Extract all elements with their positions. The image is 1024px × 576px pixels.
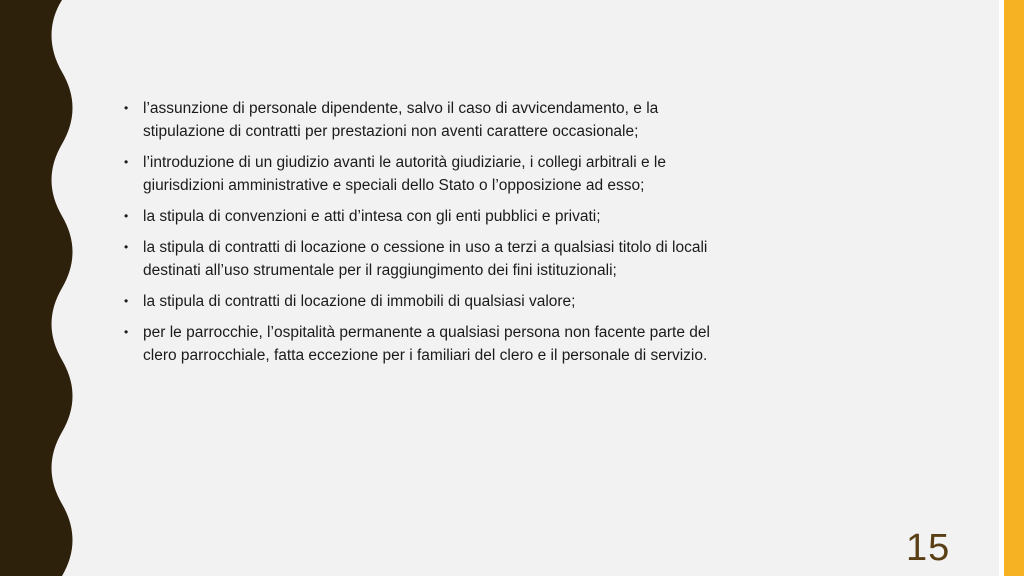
bullet-dot-icon: •	[124, 325, 129, 339]
wave-shape	[0, 0, 73, 576]
bullet-text: la stipula di convenzioni e atti d’intesa con gli enti pubblici e privati;	[143, 208, 601, 225]
bullet-dot-icon: •	[124, 240, 129, 254]
bullet-dot-icon: •	[124, 209, 129, 223]
bullet-item	[124, 205, 724, 228]
bullet-text: per le parrocchie, l’ospitalità permanente a qualsiasi persona non facente parte del clero parrocchiale, fatta eccezione per i familiari del clero e il personale di servizio.	[143, 324, 710, 364]
bullet-text: l’introduzione di un giudizio avanti le autorità giudiziarie, i collegi arbitrali e le giurisdizioni amministrative e speciali dello Stato o l’opposizione ad esso;	[143, 154, 666, 194]
bullet-item	[124, 151, 724, 197]
bullet-item	[124, 97, 724, 143]
bullet-text: l’assunzione di personale dipendente, salvo il caso di avvicendamento, e la stipulazione di contratti per prestazioni non aventi carattere occasionale;	[143, 100, 659, 140]
bullet-dot-icon: •	[124, 155, 129, 169]
bullet-text: la stipula di contratti di locazione o cessione in uso a terzi a qualsiasi titolo di locali destinati all’uso strumentale per il raggiungimento dei fini istituzionali;	[143, 239, 708, 279]
bullet-item	[124, 236, 724, 282]
bullet-item	[124, 321, 724, 367]
bullet-item	[124, 290, 724, 313]
page-number: 15	[906, 527, 951, 569]
right-accent-band	[999, 0, 1024, 576]
bullet-list	[124, 97, 724, 367]
bullet-dot-icon: •	[124, 101, 129, 115]
accent-gold-strip	[1004, 0, 1024, 576]
slide-body	[124, 97, 724, 375]
bullet-text: la stipula di contratti di locazione di immobili di qualsiasi valore;	[143, 293, 576, 310]
wavy-left-band	[0, 0, 90, 576]
bullet-dot-icon: •	[124, 294, 129, 308]
